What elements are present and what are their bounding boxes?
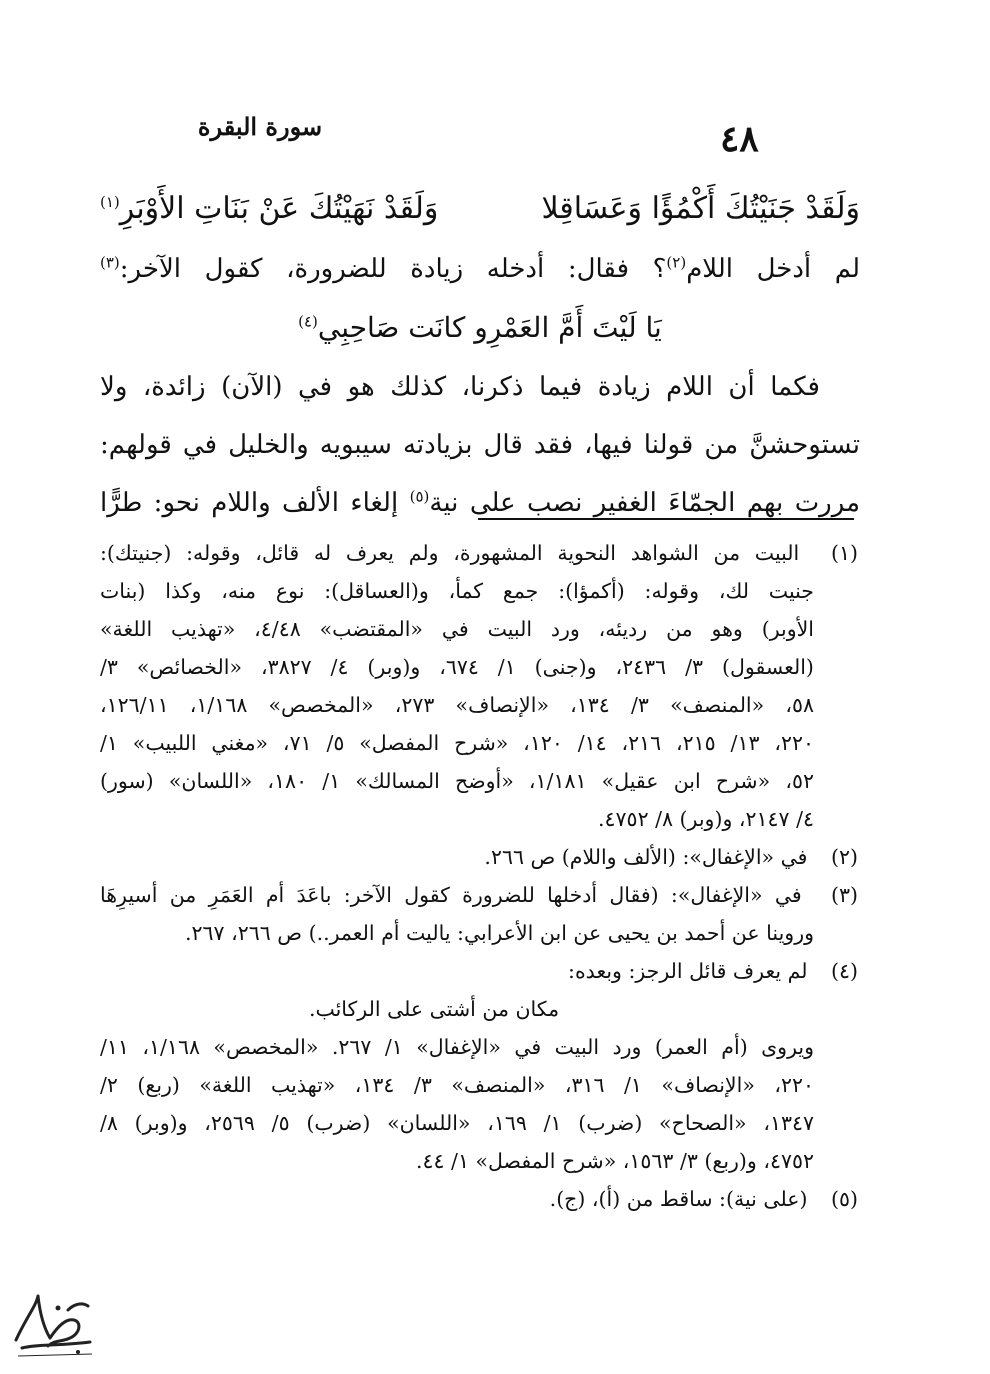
footnote-number: (١)	[830, 541, 858, 565]
footnote-text: البيت من الشواهد النحوية المشهورة، ولم يعرف له قائل، وقوله: (جنيتك):	[100, 541, 800, 565]
footnote-divider	[478, 518, 854, 520]
verse-left-hemistich	[100, 178, 438, 240]
verse-line-2	[100, 298, 860, 358]
running-head: سورة البقرة	[197, 112, 323, 141]
footnote-4-line	[100, 952, 858, 990]
footnote-1-line	[100, 534, 858, 572]
text-line-2	[100, 240, 860, 298]
footnote-marker: (٥)	[409, 487, 430, 506]
footnote-marker: (٤)	[298, 312, 318, 331]
footnote-4-line: ٢٢٠، «الإنصاف» ١/ ٣١٦، «المنصف» ٣/ ١٣٤، «تهذيب اللغة» (ربع) ٢/	[100, 1073, 814, 1097]
text-line-4: فكما أن اللام زيادة فيما ذكرنا، كذلك هو في (الآن) زائدة، ولا	[100, 372, 820, 402]
line2-rest: ؟ فقال: أدخله زيادة للضرورة، كقول الآخر:	[119, 254, 667, 284]
library-stamp-logo	[8, 1288, 98, 1364]
footnote-1-line: (العسقول) ٣/ ٢٤٣٦، و(جنى) ١/ ٦٧٤، و(وبر) ٤/ ٣٨٢٧، «الخصائص» ٣/	[100, 655, 814, 679]
footnote-number: (٢)	[830, 845, 858, 869]
footnote-1-line: ٤/ ٢١٤٧، و(وبر) ٨/ ٤٧٥٢.	[598, 807, 814, 831]
line6-rest: إلغاء الألف واللام نحو: طرًّا	[100, 488, 410, 518]
footnote-marker: (١)	[100, 193, 120, 211]
footnote-5-line	[100, 1180, 858, 1218]
footnote-1-line: الأوبر) وهو من رديئه، ورد البيت في «المقتضب» ٤/٤٨، «تهذيب اللغة»	[100, 617, 814, 641]
main-text	[100, 178, 860, 532]
verse-right-hemistich: وَلَقَدْ جَنَيْتُكَ أَكْمُؤًا وَعَسَاقِلا	[541, 191, 860, 226]
footnote-1-line: جنيت لك، وقوله: (أكمؤا): جمع كمأ، و(العساقل): نوع منه، وكذا (بنات	[100, 579, 814, 603]
footnote-4-line: ٤٧٥٢، و(ربع) ٣/ ١٥٦٣، «شرح المفصل» ١/ ٤٤.	[415, 1149, 814, 1173]
footnote-3-line: وروينا عن أحمد بن يحيى عن ابن الأعرابي: ياليت أم العمر..) ص ٢٦٦، ٢٦٧.	[184, 921, 814, 945]
footnote-4-verse: مكان من أشتى على الركائب.	[308, 997, 560, 1021]
verse-line-1	[100, 178, 860, 240]
footnote-marker: (٢)	[666, 253, 687, 272]
footnote-1-line: ٢٢٠، ١٣/ ٢١٥، ٢١٦، ١٤/ ١٢٠، «شرح المفصل» ٥/ ٧١، «مغني اللبيب» ١/	[100, 731, 814, 755]
footnote-text: لم يعرف قائل الرجز: وبعده:	[568, 959, 808, 983]
footnote-text: في «الإغفال»: (فقال أدخلها للضرورة كقول الآخر: باعَدَ أم العَمَرِ من أسيرِهَا	[100, 883, 802, 907]
line2-text: لم أدخل اللام	[686, 254, 860, 284]
line6-text: مررت بهم الجمّاءَ الغفير نصب على نية	[429, 488, 860, 518]
footnote-4-line: ويروى (أم العمر) ورد البيت في «الإغفال» ١/ ٢٦٧. «المخصص» ١/١٦٨، ١١/	[100, 1035, 814, 1059]
footnote-1-line: ٥٨، «المنصف» ٣/ ١٣٤، «الإنصاف» ٢٧٣، «المخصص» ١/١٦٨، ١٢٦/١١،	[100, 693, 814, 717]
text-line-5: تستوحشنَّ من قولنا فيها، فقد قال بزيادته سيبويه والخليل في قولهم:	[100, 430, 860, 460]
footnote-text: في «الإغفال»: (الألف واللام) ص ٢٦٦.	[484, 845, 808, 869]
footnotes	[100, 534, 858, 1218]
footnote-number: (٤)	[830, 959, 858, 983]
footnote-text: (على نية): ساقط من (أ)، (ج).	[549, 1187, 808, 1211]
verse-left-text: وَلَقَدْ نَهَيْتُكَ عَنْ بَنَاتِ الأَوْبَرِ	[119, 191, 439, 226]
page-number: ٤٨	[720, 118, 759, 160]
footnote-number: (٥)	[830, 1187, 858, 1211]
footnote-1-line: ٥٢، «شرح ابن عقيل» ١/١٨١، «أوضح المسالك» ١/ ١٨٠، «اللسان» (سور)	[100, 769, 814, 793]
footnote-3-line	[100, 876, 858, 914]
text-line-6	[100, 474, 860, 532]
verse2-text: يَا لَيْتَ أَمَّ العَمْرِو كانَت صَاحِبِي	[317, 311, 662, 344]
footnote-marker: (٣)	[100, 253, 120, 272]
footnote-number: (٣)	[830, 883, 858, 907]
footnote-2-line	[100, 838, 858, 876]
footnote-4-line: ١٣٤٧، «الصحاح» (ضرب) ١/ ١٦٩، «اللسان» (ضرب) ٥/ ٢٥٦٩، و(وبر) ٨/	[100, 1111, 814, 1135]
